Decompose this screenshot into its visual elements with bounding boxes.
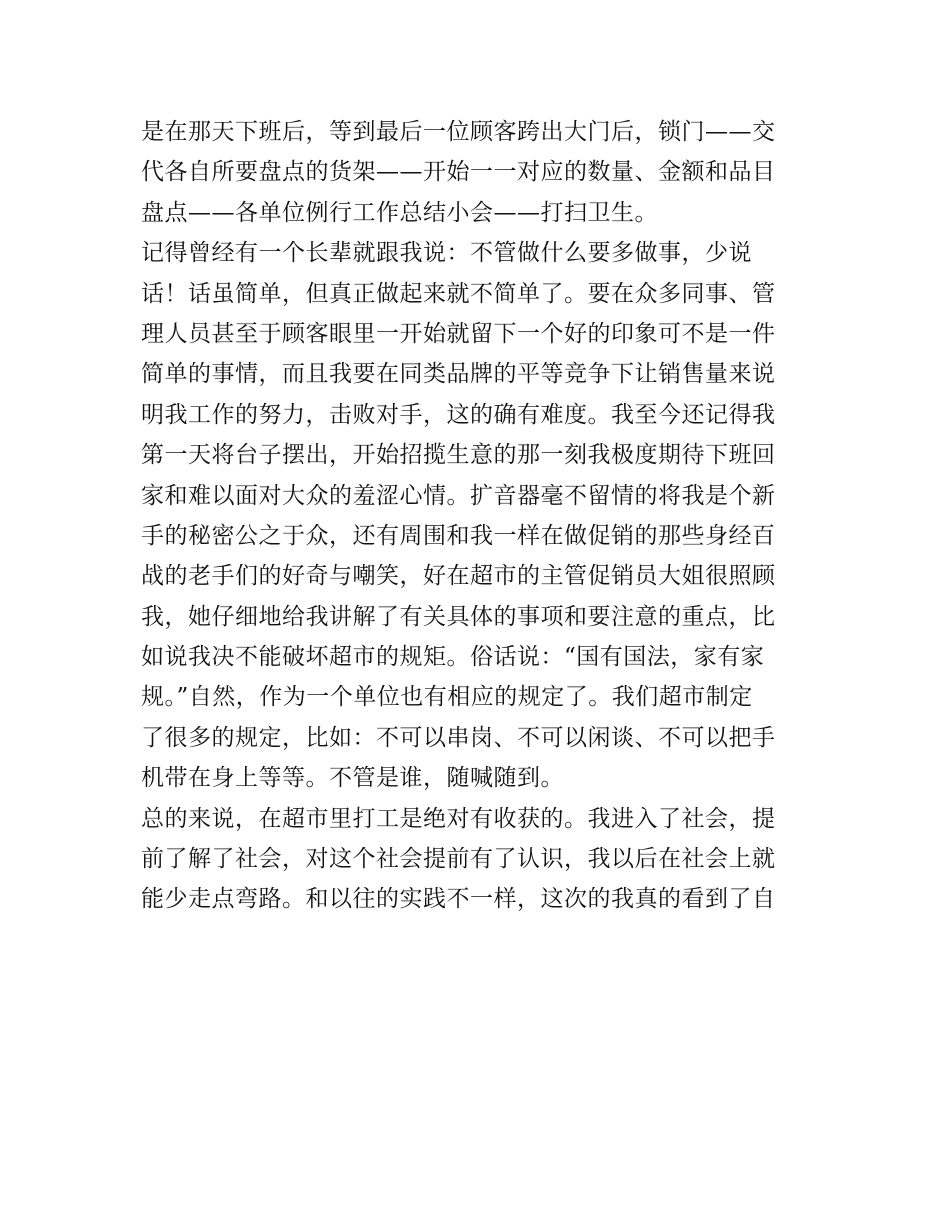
text-line-16: 了很多的规定，比如：不可以串岗、不可以闲谈、不可以把手 xyxy=(141,724,776,751)
text-line-19: 前了解了社会，对这个社会提前有了认识，我以后在社会上就 xyxy=(141,846,776,873)
text-line-13: 我，她仔细地给我讲解了有关具体的事项和要注意的重点，比 xyxy=(141,603,776,630)
text-line-8: 明我工作的努力，击败对手，这的确有难度。我至今还记得我 xyxy=(141,401,776,428)
text-line-2: 代各自所要盘点的货架——开始一一对应的数量、金额和品目 xyxy=(141,159,776,186)
text-line-15: 规。”自然，作为一个单位也有相应的规定了。我们超市制定 xyxy=(141,684,753,711)
text-line-6: 理人员甚至于顾客眼里一开始就留下一个好的印象可不是一件 xyxy=(141,320,776,347)
text-line-12: 战的老手们的好奇与嘲笑，好在超市的主管促销员大姐很照顾 xyxy=(141,563,776,590)
text-line-14: 如说我决不能破坏超市的规矩。俗话说：“国有国法，家有家 xyxy=(141,644,765,671)
text-line-18: 总的来说，在超市里打工是绝对有收获的。我进入了社会，提 xyxy=(141,805,776,832)
text-line-3: 盘点——各单位例行工作总结小会——打扫卫生。 xyxy=(141,199,658,226)
text-line-17: 机带在身上等等。不管是谁，随喊随到。 xyxy=(141,765,564,792)
text-line-7: 简单的事情，而且我要在同类品牌的平等竞争下让销售量来说 xyxy=(141,361,776,388)
document-body xyxy=(141,112,821,920)
text-line-4: 记得曾经有一个长辈就跟我说：不管做什么要多做事，少说 xyxy=(141,240,752,267)
text-line-1: 是在那天下班后，等到最后一位顾客跨出大门后，锁门——交 xyxy=(141,119,776,145)
text-line-5: 话！话虽简单，但真正做起来就不简单了。要在众多同事、管 xyxy=(141,280,776,307)
text-line-9: 第一天将台子摆出，开始招揽生意的那一刻我极度期待下班回 xyxy=(141,442,776,469)
text-line-20: 能少走点弯路。和以往的实践不一样，这次的我真的看到了自 xyxy=(141,886,776,913)
text-line-11: 手的秘密公之于众，还有周围和我一样在做促销的那些身经百 xyxy=(141,522,776,549)
text-line-10: 家和难以面对大众的羞涩心情。扩音器毫不留情的将我是个新 xyxy=(141,482,776,509)
